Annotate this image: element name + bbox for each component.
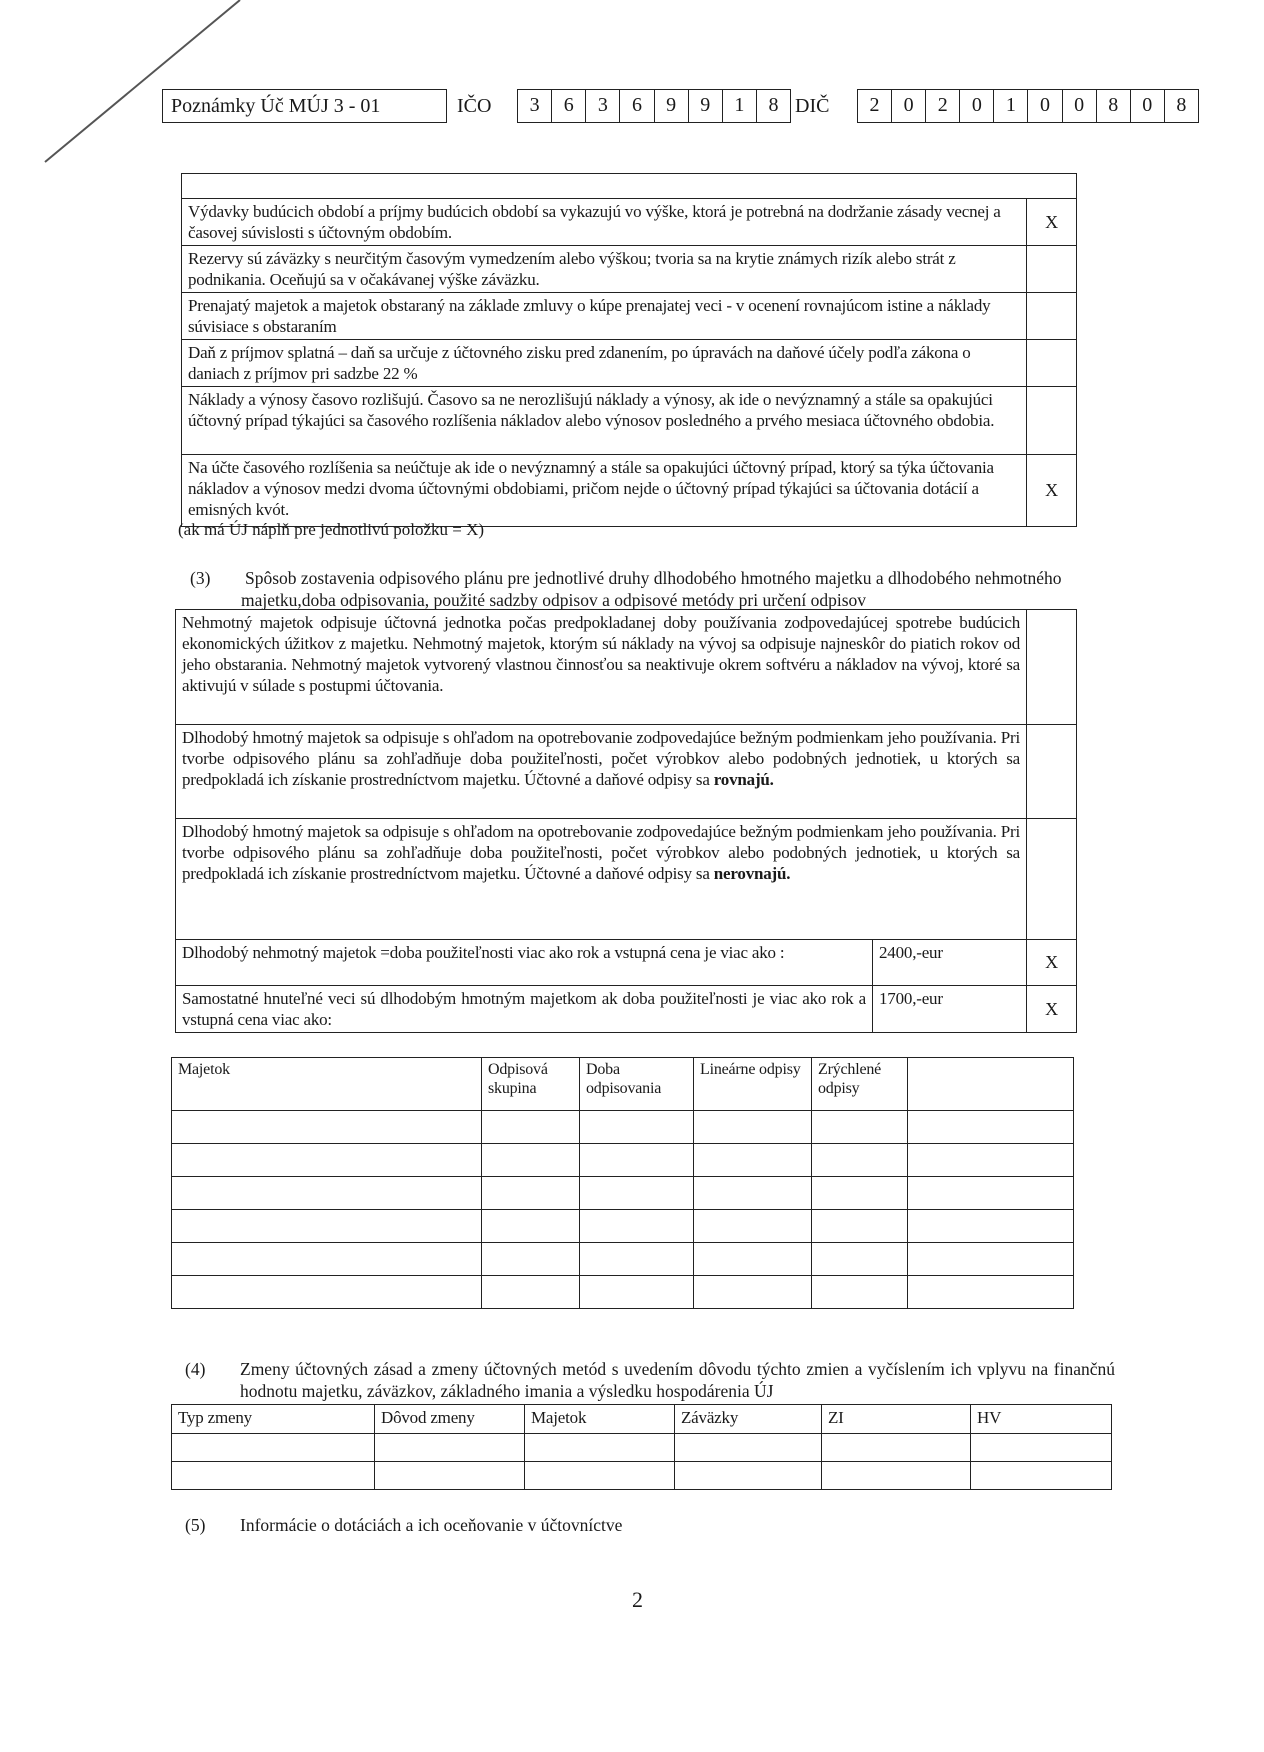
method-text: Dlhodobý hmotný majetok sa odpisuje s ohľadom na opotrebovanie zodpovedajúce bežným podmienkam jeho používania. Pri tvorbe odpisového plánu sa zohľadňuje doba použiteľnosti, počet výrobkov alebo podobných jednotiek, u ktorých sa predpokladá ich získanie prostredníctvom majetku. Účtovné a daňové odpisy sa xyxy=(182,822,1020,883)
dic-digit: 0 xyxy=(892,90,926,122)
asset-cell[interactable] xyxy=(482,1111,580,1144)
changes-column-header: Dôvod zmeny xyxy=(375,1405,525,1434)
asset-cell[interactable] xyxy=(580,1177,694,1210)
asset-cell[interactable] xyxy=(694,1111,812,1144)
ico-label: IČO xyxy=(457,94,492,117)
changes-column-header: Typ zmeny xyxy=(172,1405,375,1434)
asset-cell[interactable] xyxy=(694,1144,812,1177)
asset-column-header: Odpisová skupina xyxy=(482,1058,580,1111)
principle-text: Daň z príjmov splatná – daň sa určuje z účtovného zisku pred zdanením, po úpravách na daňové účely podľa zákona o daniach z príjmov pri sadzbe 22 % xyxy=(182,340,1027,387)
asset-row xyxy=(172,1144,1074,1177)
asset-cell[interactable] xyxy=(580,1210,694,1243)
asset-column-header xyxy=(908,1058,1074,1111)
method-cell xyxy=(176,725,1027,819)
changes-cell[interactable] xyxy=(675,1434,822,1462)
method-mark xyxy=(1027,725,1077,819)
method-mark xyxy=(1027,610,1077,725)
principle-row xyxy=(182,293,1077,340)
asset-cell[interactable] xyxy=(908,1276,1074,1309)
changes-cell[interactable] xyxy=(971,1434,1112,1462)
asset-cell[interactable] xyxy=(172,1177,482,1210)
accounting-principles-table xyxy=(181,173,1077,527)
asset-column-header: Doba odpisovania xyxy=(580,1058,694,1111)
asset-cell[interactable] xyxy=(172,1210,482,1243)
asset-cell[interactable] xyxy=(580,1243,694,1276)
dic-digit: 2 xyxy=(858,90,892,122)
asset-cell[interactable] xyxy=(482,1177,580,1210)
asset-cell[interactable] xyxy=(482,1210,580,1243)
ico-digit: 9 xyxy=(689,90,723,122)
asset-row xyxy=(172,1177,1074,1210)
principle-text: Na účte časového rozlíšenia sa neúčtuje ak ide o nevýznamný a stále sa opakujúci účtovný prípad, ktorý sa týka účtovania nákladov a výnosov medzi dvoma účtovnými obdobiami, pričom nejde o účtovný prípad týkajúci sa účtovania dotácií a emisných kvót. xyxy=(182,455,1027,527)
asset-row xyxy=(172,1111,1074,1144)
principle-mark: X xyxy=(1027,455,1077,527)
method-row xyxy=(176,819,1077,940)
asset-cell[interactable] xyxy=(580,1111,694,1144)
asset-cell[interactable] xyxy=(694,1177,812,1210)
principle-row xyxy=(182,246,1077,293)
dic-digit: 0 xyxy=(960,90,994,122)
form-label-box xyxy=(162,89,447,123)
policy-changes-table xyxy=(171,1404,1112,1490)
changes-cell[interactable] xyxy=(525,1434,675,1462)
principle-mark xyxy=(1027,340,1077,387)
principles-footnote: (ak má ÚJ náplň pre jednotlivú položku = X) xyxy=(178,520,485,539)
asset-cell[interactable] xyxy=(812,1210,908,1243)
ico-field xyxy=(517,89,791,123)
method-cell xyxy=(176,819,1027,940)
changes-header-row xyxy=(172,1405,1112,1434)
asset-cell[interactable] xyxy=(172,1243,482,1276)
principle-row xyxy=(182,340,1077,387)
dic-label: DIČ xyxy=(795,94,830,117)
section5-number: (5) xyxy=(185,1515,206,1535)
asset-column-header: Zrýchlené odpisy xyxy=(812,1058,908,1111)
empty-header-row xyxy=(182,174,1077,199)
changes-row xyxy=(172,1434,1112,1462)
dic-digit: 8 xyxy=(1176,94,1187,116)
method-mark xyxy=(1027,819,1077,940)
asset-cell[interactable] xyxy=(172,1111,482,1144)
section3-title: Spôsob zostavenia odpisového plánu pre jednotlivé druhy dlhodobého hmotného majetku a dlhodobého nehmotného majetku,doba odpisovania, použité sadzby odpisov a odpisové metódy pri určení odpisov xyxy=(241,568,1062,610)
principle-text: Prenajatý majetok a majetok obstaraný na základe zmluvy o kúpe prenajatej veci - v ocenení rovnajúcom istine a náklady súvisiace s obstaraním xyxy=(182,293,1027,340)
method-emphasis: nerovnajú. xyxy=(713,864,791,883)
changes-column-header: Majetok xyxy=(525,1405,675,1434)
principle-text: Rezervy sú záväzky s neurčitým časovým vymedzením alebo výškou; tvoria sa na krytie známych rizík alebo strát z podnikania. Oceňujú sa v očakávanej výške záväzku. xyxy=(182,246,1027,293)
principle-mark xyxy=(1027,246,1077,293)
method-cell xyxy=(176,610,1027,725)
page-number: 2 xyxy=(632,1587,643,1612)
asset-cell[interactable] xyxy=(172,1276,482,1309)
ico-digit: 3 xyxy=(586,90,620,122)
threshold-text: Samostatné hnuteľné veci sú dlhodobým hmotným majetkom ak doba použiteľnosti je viac ako rok a vstupná cena viac ako: xyxy=(176,986,873,1033)
dic-digit: 2 xyxy=(926,90,960,122)
asset-cell[interactable] xyxy=(694,1276,812,1309)
threshold-mark: X xyxy=(1027,940,1077,986)
principle-row xyxy=(182,387,1077,455)
asset-cell[interactable] xyxy=(694,1210,812,1243)
asset-cell[interactable] xyxy=(908,1144,1074,1177)
principle-text: Výdavky budúcich období a príjmy budúcich období sa vykazujú vo výške, ktorá je potrebná na dodržanie zásady vecnej a časovej súvislosti s účtovným obdobím. xyxy=(182,199,1027,246)
asset-cell[interactable] xyxy=(908,1210,1074,1243)
threshold-row xyxy=(176,940,1077,986)
section4-number: (4) xyxy=(185,1359,206,1379)
asset-cell[interactable] xyxy=(694,1243,812,1276)
asset-cell[interactable] xyxy=(482,1243,580,1276)
method-text: Nehmotný majetok odpisuje účtovná jednotka počas predpokladanej doby používania zodpovedajúcej spotrebe budúcich ekonomických úžitkov z majetku. Nehmotný majetok, ktorým sú náklady na vývoj sa odpisuje najneskôr do piatich rokov od jeho obstarania. Nehmotný majetok vytvorený vlastnou činnosťou sa neaktivuje okrem softvéru a nákladov na vývoj, ktoré sa aktivujú v súlade s postupmi účtovania. xyxy=(182,613,1020,695)
section3-number: (3) xyxy=(190,568,211,588)
asset-cell[interactable] xyxy=(812,1144,908,1177)
threshold-value: 2400,-eur xyxy=(873,940,1027,986)
principle-row xyxy=(182,455,1077,527)
principle-mark xyxy=(1027,387,1077,455)
ico-digit: 8 xyxy=(768,94,779,116)
depreciation-methods-table xyxy=(175,609,1077,1033)
changes-cell[interactable] xyxy=(375,1462,525,1490)
dic-digit: 1 xyxy=(994,90,1028,122)
method-text: Dlhodobý hmotný majetok sa odpisuje s ohľadom na opotrebovanie zodpovedajúce bežným podmienkam jeho používania. Pri tvorbe odpisového plánu sa zohľadňuje doba použiteľnosti, počet výrobkov alebo podobných jednotiek, u ktorých sa predpokladá ich získanie prostredníctvom majetku. Účtovné a daňové odpisy sa xyxy=(182,728,1020,789)
ico-digit: 6 xyxy=(620,90,654,122)
asset-cell[interactable] xyxy=(482,1276,580,1309)
asset-cell[interactable] xyxy=(812,1243,908,1276)
ico-digit: 6 xyxy=(552,90,586,122)
changes-column-header: Záväzky xyxy=(675,1405,822,1434)
changes-cell[interactable] xyxy=(375,1434,525,1462)
asset-header-row xyxy=(172,1058,1074,1111)
asset-row xyxy=(172,1210,1074,1243)
method-emphasis: rovnajú. xyxy=(713,770,774,789)
threshold-mark: X xyxy=(1027,986,1077,1033)
asset-cell[interactable] xyxy=(908,1243,1074,1276)
principle-mark: X xyxy=(1027,199,1077,246)
asset-cell[interactable] xyxy=(580,1276,694,1309)
asset-column-header: Lineárne odpisy xyxy=(694,1058,812,1111)
threshold-value: 1700,-eur xyxy=(873,986,1027,1033)
changes-row xyxy=(172,1462,1112,1490)
dic-digit: 0 xyxy=(1131,90,1165,122)
dic-digit: 0 xyxy=(1028,90,1062,122)
changes-cell[interactable] xyxy=(675,1462,822,1490)
method-row xyxy=(176,610,1077,725)
asset-cell[interactable] xyxy=(482,1144,580,1177)
changes-column-header: ZI xyxy=(822,1405,971,1434)
changes-cell[interactable] xyxy=(822,1462,971,1490)
principle-mark xyxy=(1027,293,1077,340)
ico-digit: 9 xyxy=(655,90,689,122)
section5-title: Informácie o dotáciách a ich oceňovanie v účtovníctve xyxy=(240,1515,623,1535)
asset-depreciation-table xyxy=(171,1057,1074,1309)
section4-title: Zmeny účtovných zásad a zmeny účtovných metód s uvedením dôvodu týchto zmien a vyčíslením ich vplyvu na finančnú hodnotu majetku, záväzkov, základného imania a výsledku hospodárenia ÚJ xyxy=(240,1359,1115,1401)
asset-cell[interactable] xyxy=(812,1177,908,1210)
asset-column-header: Majetok xyxy=(172,1058,482,1111)
ico-digit: 3 xyxy=(518,90,552,122)
asset-cell[interactable] xyxy=(908,1177,1074,1210)
ico-digit: 1 xyxy=(723,90,757,122)
asset-row xyxy=(172,1243,1074,1276)
dic-field xyxy=(857,89,1199,123)
changes-cell[interactable] xyxy=(172,1462,375,1490)
method-row xyxy=(176,725,1077,819)
asset-cell[interactable] xyxy=(812,1111,908,1144)
asset-cell[interactable] xyxy=(580,1144,694,1177)
asset-cell[interactable] xyxy=(812,1276,908,1309)
threshold-text: Dlhodobý nehmotný majetok =doba použiteľnosti viac ako rok a vstupná cena je viac ako : xyxy=(176,940,873,986)
changes-cell[interactable] xyxy=(172,1434,375,1462)
dic-digit: 8 xyxy=(1097,90,1131,122)
form-label: Poznámky Úč MÚJ 3 - 01 xyxy=(171,94,381,117)
threshold-row xyxy=(176,986,1077,1033)
principle-text: Náklady a výnosy časovo rozlišujú. Časovo sa ne nerozlišujú náklady a výnosy, ak ide o nevýznamný a stále sa opakujúci účtovný prípad týkajúci sa časového rozlíšenia nákladov alebo výnosov posledného a prvého mesiaca účtovného obdobia. xyxy=(182,387,1027,455)
dic-digit: 0 xyxy=(1063,90,1097,122)
changes-cell[interactable] xyxy=(525,1462,675,1490)
principle-row xyxy=(182,199,1077,246)
changes-cell[interactable] xyxy=(971,1462,1112,1490)
changes-cell[interactable] xyxy=(822,1434,971,1462)
asset-row xyxy=(172,1276,1074,1309)
changes-column-header: HV xyxy=(971,1405,1112,1434)
asset-cell[interactable] xyxy=(908,1111,1074,1144)
asset-cell[interactable] xyxy=(172,1144,482,1177)
